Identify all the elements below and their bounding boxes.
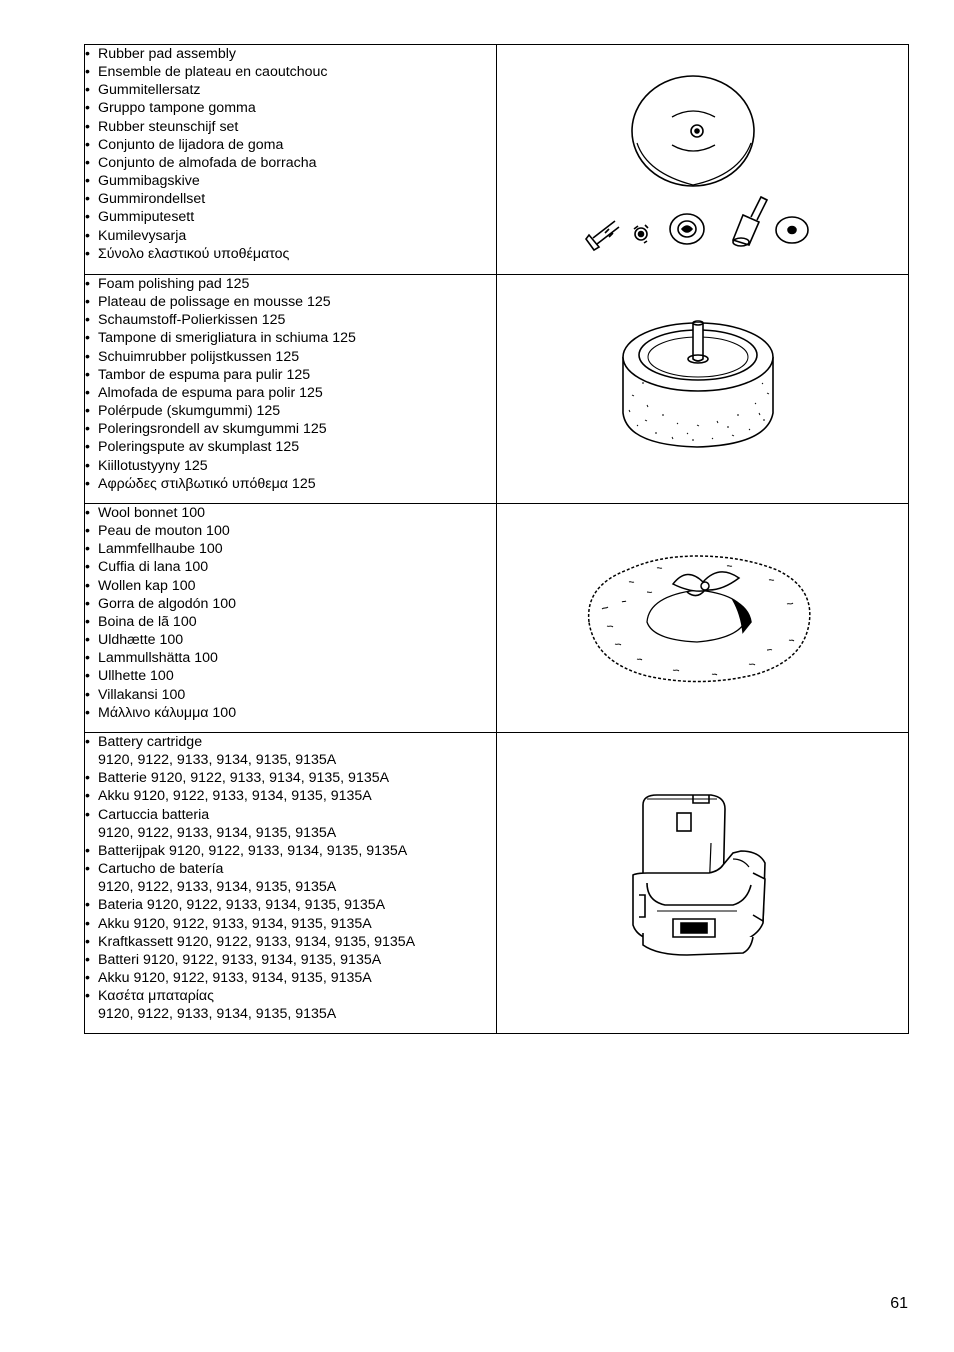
accessory-name: • Conjunto de almofada de borracha	[85, 154, 496, 172]
accessory-names-cell	[85, 275, 497, 504]
accessory-name-list	[85, 275, 496, 493]
accessory-name: • Akku 9120, 9122, 9133, 9134, 9135, 9135A	[85, 915, 496, 933]
accessory-name: • Schaumstoff-Polierkissen 125	[85, 311, 496, 329]
accessory-image-cell	[497, 275, 909, 504]
wool-bonnet-icon	[497, 504, 909, 732]
accessory-name: • Μάλλινο κάλυμμα 100	[85, 704, 496, 722]
accessory-name: • Akku 9120, 9122, 9133, 9134, 9135, 9135A	[85, 969, 496, 987]
accessory-name: • Wool bonnet 100	[85, 504, 496, 522]
accessory-image-cell	[497, 733, 909, 1034]
accessory-name: • Ensemble de plateau en caoutchouc	[85, 63, 496, 81]
accessory-name	[85, 860, 496, 896]
accessory-name	[85, 987, 496, 1023]
accessory-name: • Ullhette 100	[85, 667, 496, 685]
accessory-name: • Polérpude (skumgummi) 125	[85, 402, 496, 420]
accessory-name-continuation: 9120, 9122, 9133, 9134, 9135, 9135A	[98, 824, 337, 841]
accessory-name: • Tampone di smerigliatura in schiuma 125	[85, 329, 496, 347]
accessory-name-line: Κασέτα μπαταρίας	[98, 988, 214, 1005]
accessory-name: • Lammfellhaube 100	[85, 540, 496, 558]
accessory-image-cell	[497, 45, 909, 275]
accessory-name-list	[85, 733, 496, 1024]
accessory-name-line: Cartucho de batería	[98, 861, 224, 878]
accessory-name: • Wollen kap 100	[85, 577, 496, 595]
accessory-name: • Conjunto de lijadora de goma	[85, 136, 496, 154]
accessory-row-rubber-pad	[85, 45, 909, 275]
accessory-name: • Bateria 9120, 9122, 9133, 9134, 9135, 9135A	[85, 896, 496, 914]
accessory-name-continuation: 9120, 9122, 9133, 9134, 9135, 9135A	[98, 1006, 337, 1023]
accessory-name: • Gummiputesett	[85, 208, 496, 226]
accessory-names-cell	[85, 45, 497, 275]
foam-polishing-pad-icon	[497, 275, 909, 503]
accessory-name: • Poleringspute av skumplast 125	[85, 438, 496, 456]
accessory-name: • Schuimrubber polijstkussen 125	[85, 348, 496, 366]
accessory-name: • Boina de lã 100	[85, 613, 496, 631]
accessory-row-wool-bonnet	[85, 504, 909, 733]
accessory-row-foam-pad	[85, 275, 909, 504]
accessory-name: • Gummirondellset	[85, 190, 496, 208]
accessory-name: • Akku 9120, 9122, 9133, 9134, 9135, 9135A	[85, 787, 496, 805]
accessory-name: • Poleringsrondell av skumgummi 125	[85, 420, 496, 438]
accessory-names-cell	[85, 733, 497, 1034]
accessory-name: • Foam polishing pad 125	[85, 275, 496, 293]
rubber-pad-assembly-icon	[497, 45, 909, 274]
accessory-row-battery	[85, 733, 909, 1034]
accessory-name-line: Cartuccia batteria	[98, 806, 210, 823]
accessory-name: • Rubber steunschijf set	[85, 118, 496, 136]
accessory-name: • Σύνολο ελαστικού υποθέματος	[85, 245, 496, 263]
accessory-name-line: Battery cartridge	[98, 734, 203, 750]
accessories-table	[84, 44, 909, 1034]
page-number: 61	[890, 1295, 908, 1312]
accessory-name-continuation: 9120, 9122, 9133, 9134, 9135, 9135A	[98, 879, 337, 896]
accessory-name: • Kumilevysarja	[85, 227, 496, 245]
accessory-name: • Uldhætte 100	[85, 631, 496, 649]
accessory-name: • Villakansi 100	[85, 686, 496, 704]
accessory-names-cell	[85, 504, 497, 733]
accessory-image-cell	[497, 504, 909, 733]
accessory-name: • Almofada de espuma para polir 125	[85, 384, 496, 402]
accessory-name: • Kiillotustyyny 125	[85, 457, 496, 475]
accessory-name: • Αφρώδες στιλβωτικό υπόθεμα 125	[85, 475, 496, 493]
accessory-name: • Gummibagskive	[85, 172, 496, 190]
accessory-name: • Kraftkassett 9120, 9122, 9133, 9134, 9135, 9135A	[85, 933, 496, 951]
accessory-name: • Batterijpak 9120, 9122, 9133, 9134, 9135, 9135A	[85, 842, 496, 860]
accessory-name: • Lammullshätta 100	[85, 649, 496, 667]
accessory-name: • Cuffia di lana 100	[85, 558, 496, 576]
accessory-name-continuation: 9120, 9122, 9133, 9134, 9135, 9135A	[98, 752, 337, 769]
accessory-name: • Gorra de algodón 100	[85, 595, 496, 613]
accessory-name: • Peau de mouton 100	[85, 522, 496, 540]
accessory-name: • Tambor de espuma para pulir 125	[85, 366, 496, 384]
accessory-name: • Gruppo tampone gomma	[85, 99, 496, 117]
accessory-name	[85, 806, 496, 842]
accessory-name: • Rubber pad assembly	[85, 45, 496, 63]
battery-cartridge-icon	[497, 733, 909, 1033]
accessory-name: • Batteri 9120, 9122, 9133, 9134, 9135, 9135A	[85, 951, 496, 969]
accessory-name-list	[85, 45, 496, 263]
accessory-name: • Plateau de polissage en mousse 125	[85, 293, 496, 311]
accessory-name-list	[85, 504, 496, 722]
accessory-name	[85, 733, 496, 769]
accessory-name: • Batterie 9120, 9122, 9133, 9134, 9135, 9135A	[85, 769, 496, 787]
accessory-name: • Gummitellersatz	[85, 81, 496, 99]
